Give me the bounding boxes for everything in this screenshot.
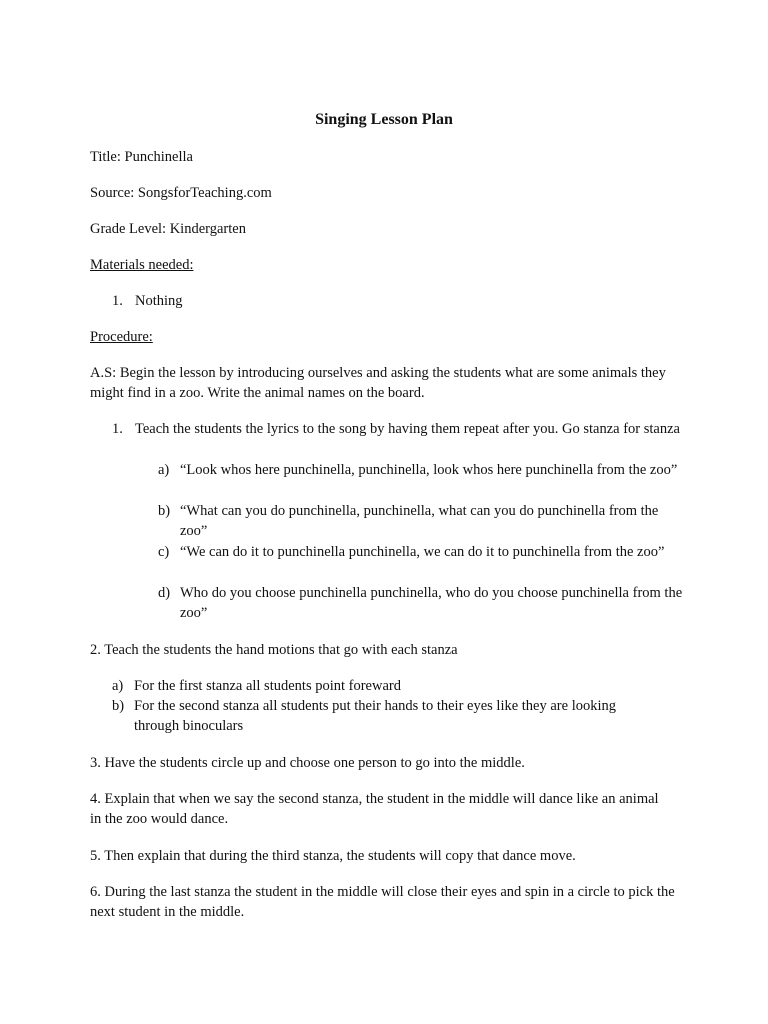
step-3-text: 3. Have the students circle up and choose one person to go into the middle. (90, 755, 525, 771)
motion-text: For the second stanza all students put their hands to their eyes like they are looking through binoculars (134, 698, 617, 734)
materials-item-text: Nothing (135, 293, 183, 309)
motion-label: a) (112, 678, 124, 694)
lyric-label: c) (158, 544, 170, 560)
lyric-item (158, 583, 688, 623)
source-line: Source: SongsforTeaching.com (90, 185, 272, 201)
document-title: Singing Lesson Plan (315, 111, 453, 128)
lyric-label: b) (158, 503, 171, 519)
materials-item-number: 1. (112, 293, 123, 309)
lyric-item (158, 542, 688, 562)
motion-item (112, 676, 652, 696)
lyric-label: a) (158, 462, 170, 478)
materials-heading: Materials needed: (90, 257, 194, 273)
step-5-text: 5. Then explain that during the third stanza, the students will copy that dance move. (90, 848, 576, 864)
lyric-item (158, 460, 688, 480)
song-title: Title: Punchinella (90, 149, 193, 165)
step-1 (112, 419, 682, 439)
step-6-text: 6. During the last stanza the student in the middle will close their eyes and spin in a circle to pick the next student in the middle. (90, 884, 675, 920)
step-4-text: 4. Explain that when we say the second stanza, the student in the middle will dance like an animal in the zoo would dance. (90, 791, 659, 827)
lyric-text: “What can you do punchinella, punchinella, what can you do punchinella from the zoo” (180, 503, 659, 539)
lyric-label: d) (158, 585, 171, 601)
grade-level: Grade Level: Kindergarten (90, 221, 246, 237)
lyric-text: “We can do it to punchinella punchinella, we can do it to punchinella from the zoo” (180, 544, 665, 560)
motion-item (112, 696, 652, 736)
materials-item (112, 291, 672, 311)
lyric-text: “Look whos here punchinella, punchinella, look whos here punchinella from the zoo” (180, 462, 678, 478)
motion-label: b) (112, 698, 125, 714)
step-1-text: Teach the students the lyrics to the song by having them repeat after you. Go stanza for stanza (135, 421, 680, 437)
step-2-text: 2. Teach the students the hand motions that go with each stanza (90, 642, 458, 658)
procedure-heading: Procedure: (90, 329, 153, 345)
motion-text: For the first stanza all students point foreward (134, 678, 401, 694)
step-1-number: 1. (112, 421, 123, 437)
lyric-item (158, 501, 688, 541)
anticipatory-set: A.S: Begin the lesson by introducing ourselves and asking the students what are some animals they might find in a zoo. Write the animal names on the board. (90, 365, 666, 401)
lyric-text: Who do you choose punchinella punchinella, who do you choose punchinella from the zoo” (180, 585, 683, 621)
